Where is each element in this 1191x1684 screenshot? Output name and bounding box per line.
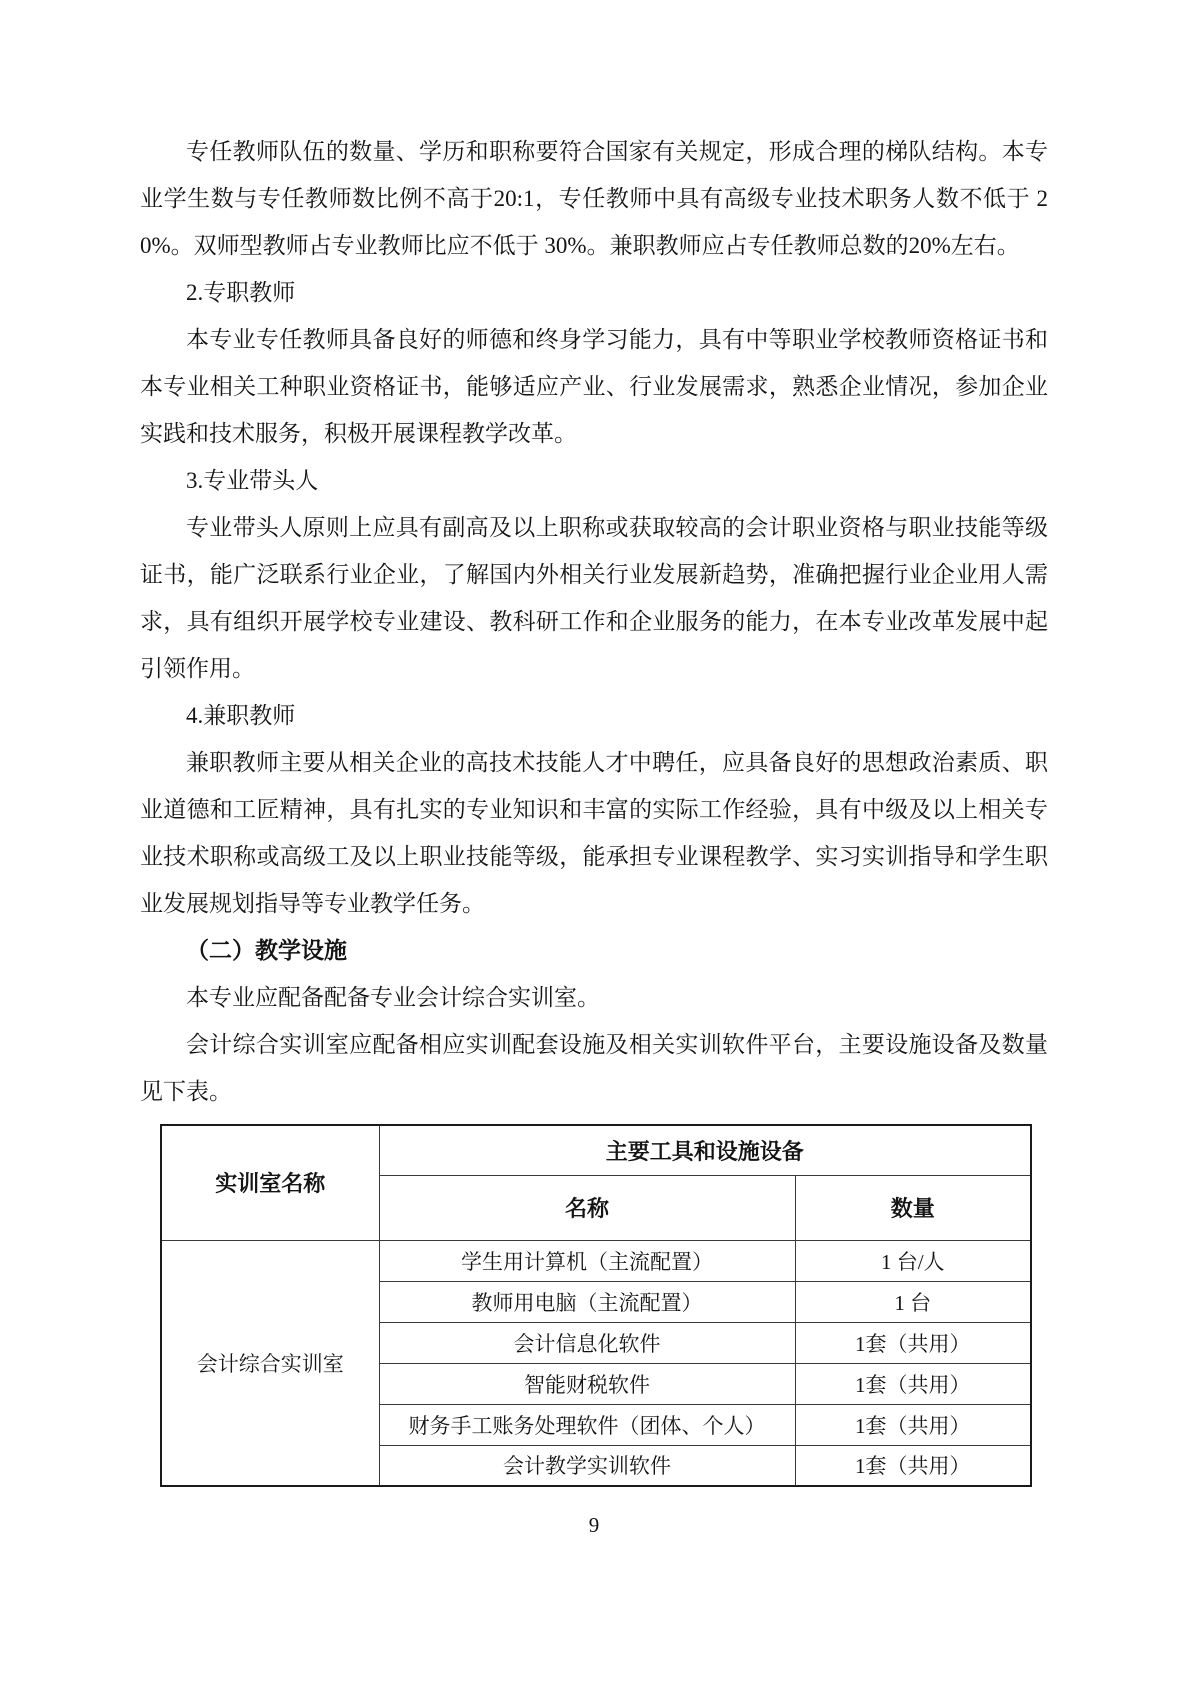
item-title-program-leader: 3.专业带头人 xyxy=(186,468,319,493)
table-header-row-1 xyxy=(161,1125,1031,1175)
cell-item-name: 财务手工账务处理软件（团体、个人） xyxy=(379,1404,795,1445)
document-content xyxy=(140,128,1048,1538)
header-tools-equipment: 主要工具和设施设备 xyxy=(379,1125,1031,1175)
header-item-name: 名称 xyxy=(379,1175,795,1240)
cell-item-name: 教师用电脑（主流配置） xyxy=(379,1281,795,1322)
cell-quantity: 1套（共用） xyxy=(795,1363,1031,1404)
cell-item-name: 智能财税软件 xyxy=(379,1363,795,1404)
paragraph-program-leader: 专业带头人原则上应具有副高及以上职称或获取较高的会计职业资格与职业技能等级证书，能广泛联系行业企业，了解国内外相关行业发展新趋势，准确把握行业企业用人需求，具有组织开展学校专业建设、教科研工作和企业服务的能力，在本专业改革发展中起引领作用。 xyxy=(140,515,1048,681)
paragraph-parttime-teachers: 兼职教师主要从相关企业的高技术技能人才中聘任，应具备良好的思想政治素质、职业道德和工匠精神，具有扎实的专业知识和丰富的实际工作经验，具有中级及以上相关专业技术职称或高级工及以上职业技能等级，能承担专业课程教学、实习实训指导和学生职业发展规划指导等专业教学任务。 xyxy=(140,750,1048,916)
item-title-parttime-teachers: 4.兼职教师 xyxy=(186,703,296,728)
header-quantity: 数量 xyxy=(795,1175,1031,1240)
header-room-name: 实训室名称 xyxy=(161,1125,379,1240)
paragraph-fulltime-teachers: 本专业专任教师具备良好的师德和终身学习能力，具有中等职业学校教师资格证书和本专业相关工种职业资格证书，能够适应产业、行业发展需求，熟悉企业情况，参加企业实践和技术服务，积极开展课程教学改革。 xyxy=(140,327,1048,446)
cell-room-name: 会计综合实训室 xyxy=(161,1240,379,1486)
cell-quantity: 1套（共用） xyxy=(795,1322,1031,1363)
paragraph-teacher-ratio: 专任教师队伍的数量、学历和职称要符合国家有关规定，形成合理的梯队结构。本专业学生数与专任教师数比例不高于20:1，专任教师中具有高级专业技术职务人数不低于 20%。双师型教师占专业教师比应不低于 30%。兼职教师应占专任教师总数的20%左右。 xyxy=(140,139,1048,258)
cell-item-name: 会计教学实训软件 xyxy=(379,1445,795,1486)
cell-quantity: 1 台/人 xyxy=(795,1240,1031,1281)
cell-quantity: 1 台 xyxy=(795,1281,1031,1322)
cell-item-name: 学生用计算机（主流配置） xyxy=(379,1240,795,1281)
facilities-table xyxy=(160,1124,1032,1487)
section-heading-teaching-facilities: （二）教学设施 xyxy=(186,937,347,963)
table-row xyxy=(161,1240,1031,1281)
cell-quantity: 1套（共用） xyxy=(795,1445,1031,1486)
page-number: 9 xyxy=(588,1513,600,1537)
cell-item-name: 会计信息化软件 xyxy=(379,1322,795,1363)
cell-quantity: 1套（共用） xyxy=(795,1404,1031,1445)
paragraph-training-room-requirement: 本专业应配备配备专业会计综合实训室。 xyxy=(186,985,600,1010)
item-title-fulltime-teachers: 2.专职教师 xyxy=(186,280,296,305)
paragraph-equipment-intro: 会计综合实训室应配备相应实训配套设施及相关实训软件平台，主要设施设备及数量见下表。 xyxy=(140,1032,1048,1104)
